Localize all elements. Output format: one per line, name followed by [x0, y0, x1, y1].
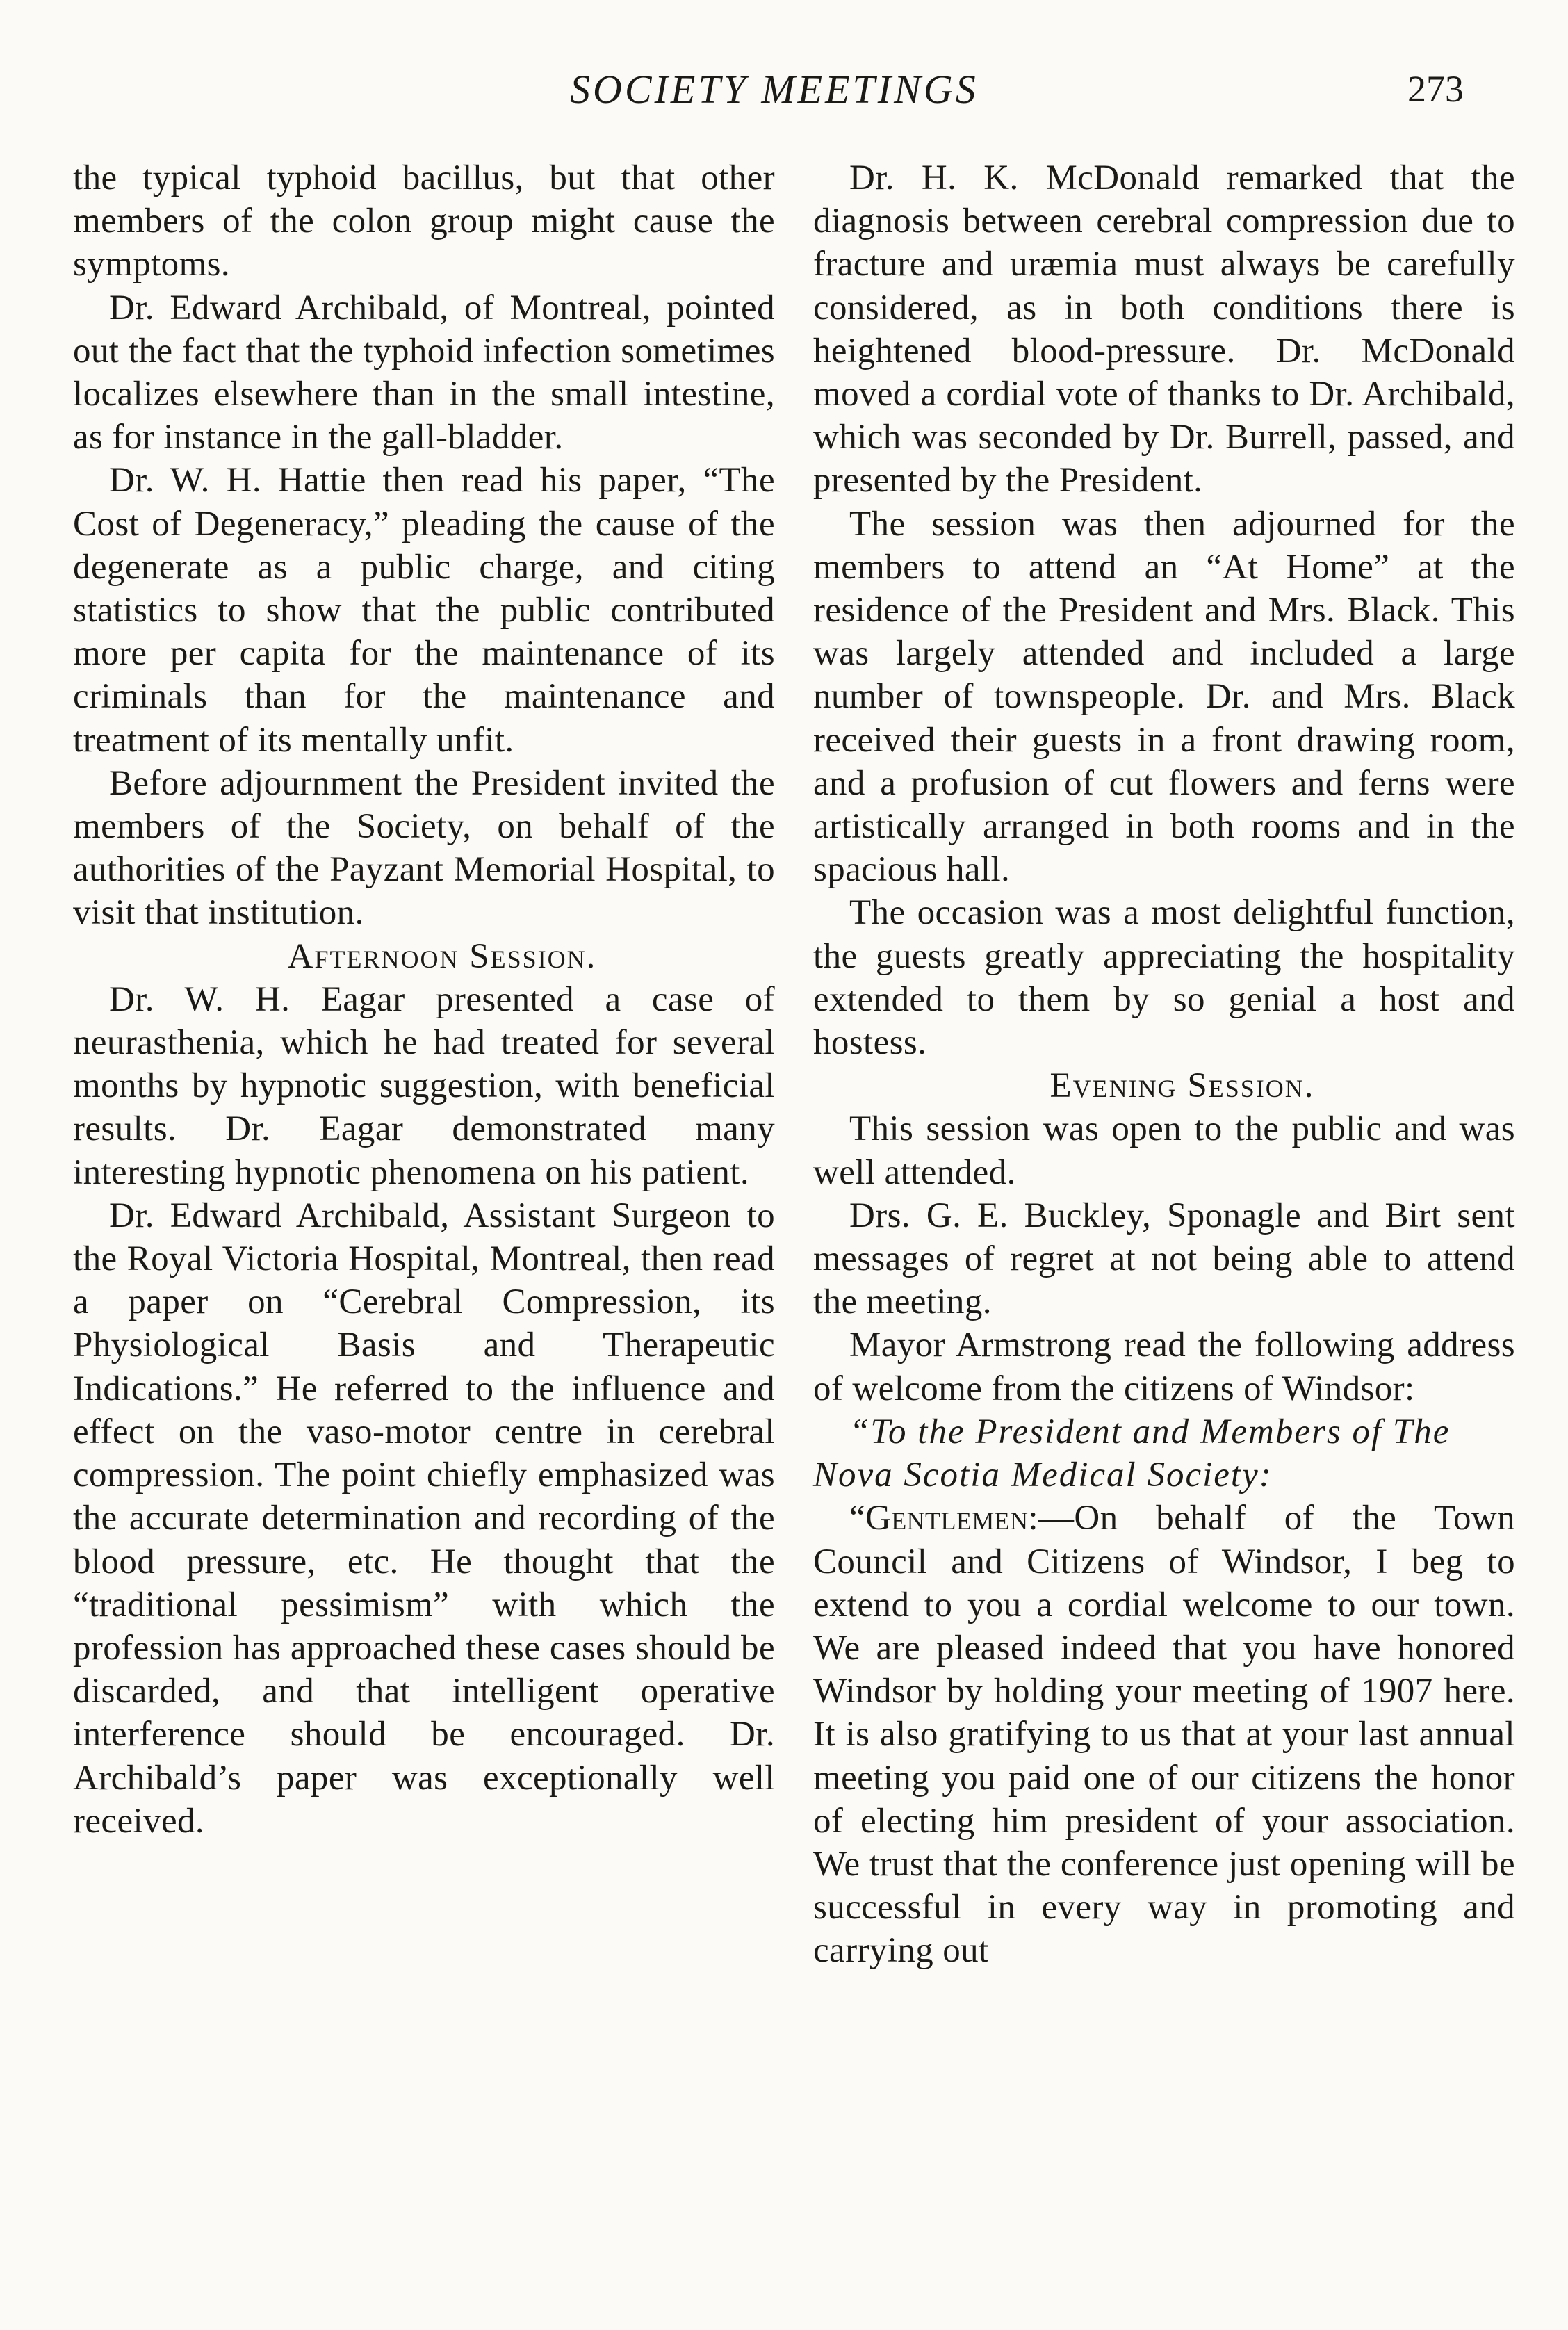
right-column: [813, 156, 1515, 1973]
paragraph: This session was open to the public and was well attended.: [813, 1109, 1515, 1192]
salutation: “Gentlemen:: [849, 1499, 1038, 1538]
paragraph: Drs. G. E. Buckley, Sponagle and Birt sent messages of regret at not being able to attend the meeting.: [813, 1196, 1515, 1322]
address-paragraph: [813, 1497, 1515, 1972]
paragraph: Dr. Edward Archibald, Assistant Surgeon to the Royal Victoria Hospital, Montreal, then read a paper on “Cerebral Compression, its Physiological Basis and Therapeutic Indications.” He referred to the influence and effect on the vaso-motor centre in cerebral compression. The point chiefly emphasized was the accurate determination and recording of the blood pressure, etc. He thought that the “traditional pessimism” with which the profession has approached these cases should be discarded, and that intelligent operative interference should be encouraged. Dr. Archibald’s paper was exceptionally well received.: [73, 1196, 775, 1841]
paragraph: Dr. Edward Archibald, of Montreal, pointed out the fact that the typhoid infection sometimes localizes elsewhere than in the small intestine, as for instance in the gall-bladder.: [73, 288, 775, 457]
address-heading: “To the President and Members of The Nova Scotia Medical Society:: [813, 1412, 1451, 1495]
paragraph: The occasion was a most delightful function, the guests greatly appreciating the hospitality extended to them by so genial a host and hostess.: [813, 893, 1515, 1063]
page-number: 273: [1407, 68, 1464, 110]
paragraph: the typical typhoid bacillus, but that other members of the colon group might cause the symptoms.: [73, 158, 775, 284]
address-body: —On behalf of the Town Council and Citizens of Windsor, I beg to extend to you a cordial welcome to our town. We are pleased indeed that you have honored Windsor by holding your meeting of 1907 here. It is also gratifying to us that at your last annual meeting you paid one of our citizens the honor of electing him president of your association. We trust that the conference just opening will be successful in every way in promoting and carrying out: [813, 1499, 1515, 1971]
afternoon-session-heading: Afternoon Session.: [287, 936, 597, 976]
paragraph: Dr. W. H. Hattie then read his paper, “The Cost of Degeneracy,” pleading the cause of the degenerate as a public charge, and citing statistics to show that the public contributed more per capita for the maintenance of its criminals than for the maintenance and treatment of its mentally unfit.: [73, 461, 775, 760]
paragraph: Before adjournment the President invited the members of the Society, on behalf of the authorities of the Payzant Memorial Hospital, to visit that institution.: [73, 763, 775, 933]
paragraph: The session was then adjourned for the members to attend an “At Home” at the residence of the President and Mrs. Black. This was largely attended and included a large number of townspeople. Dr. and Mrs. Black received their guests in a front drawing room, and a profusion of cut flowers and ferns were artistically arranged in both rooms and in the spacious hall.: [813, 504, 1515, 890]
paragraph: Dr. W. H. Eagar presented a case of neurasthenia, which he had treated for several months by hypnotic suggestion, with beneficial results. Dr. Eagar demonstrated many interesting hypnotic phenomena on his patient.: [73, 979, 775, 1192]
running-header: [0, 66, 1568, 122]
running-title: SOCIETY MEETINGS: [570, 67, 979, 112]
left-column: [73, 156, 775, 1843]
evening-session-heading: Evening Session.: [1050, 1066, 1315, 1106]
paragraph: Mayor Armstrong read the following address of welcome from the citizens of Windsor:: [813, 1326, 1515, 1408]
paragraph: Dr. H. K. McDonald remarked that the diagnosis between cerebral compression due to fracture and uræmia must always be carefully considered, as in both conditions there is heightened blood-pressure. Dr. McDonald moved a cordial vote of thanks to Dr. Archibald, which was seconded by Dr. Burrell, passed, and presented by the President.: [813, 158, 1515, 500]
